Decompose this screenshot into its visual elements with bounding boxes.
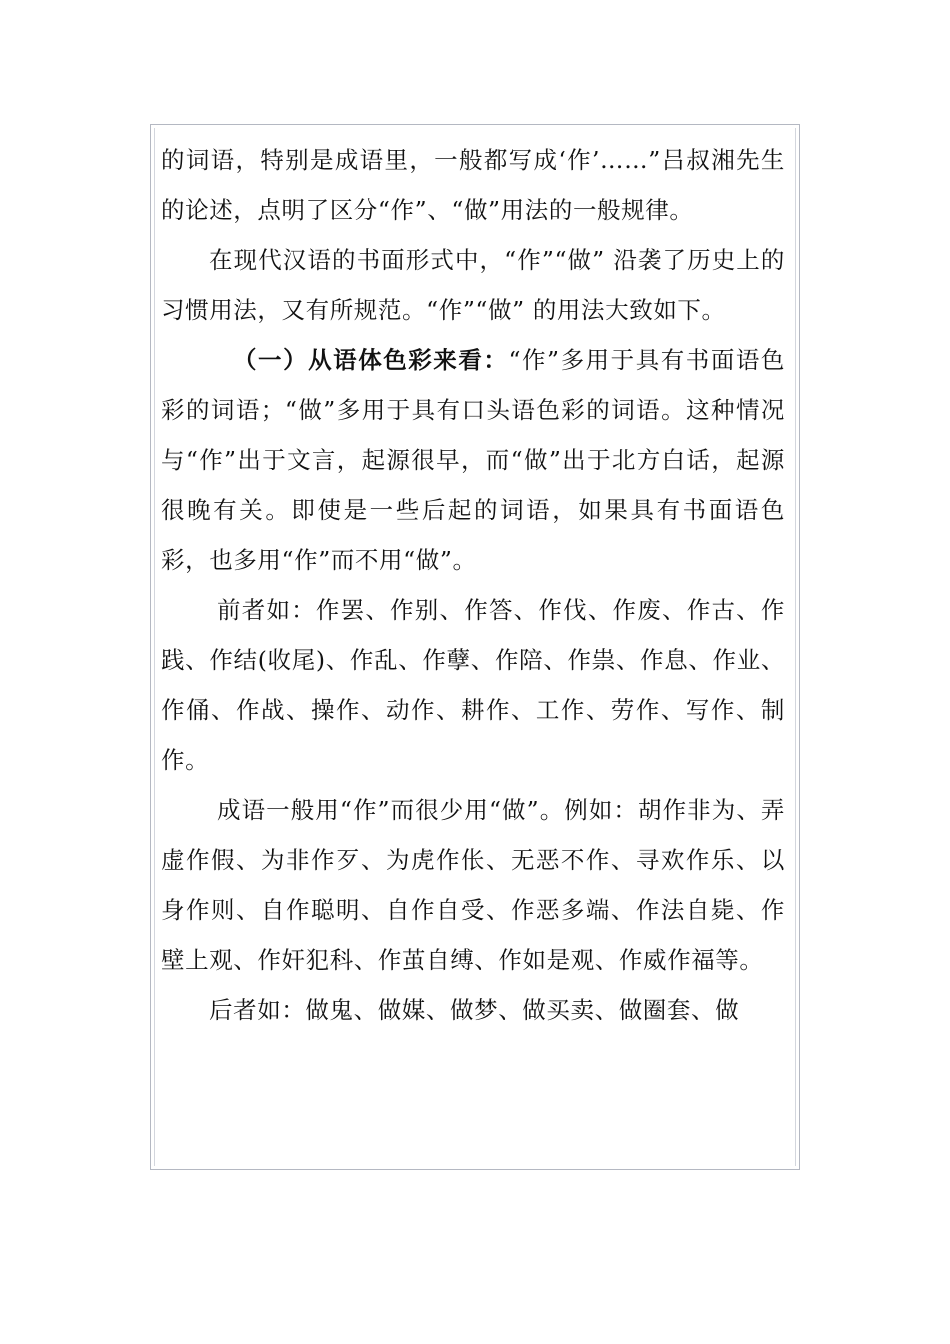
section-body: “作”多用于具有书面语色彩的词语；“做”多用于具有口头语色彩的词语。这种情况与“作”出于文言，起源很早，而“做”出于北方白话，起源很晚有关。即使是一些后起的词语，如果具有书面语色彩，也多用“作”而不用“做”。 bbox=[161, 346, 785, 574]
paragraph-idioms: 成语一般用“作”而很少用“做”。例如：胡作非为、弄虚作假、为非作歹、为虎作伥、无恶不作、寻欢作乐、以身作则、自作聪明、自作自受、作恶多端、作法自毙、作壁上观、作奸犯科、作茧自缚、作如是观、作威作福等。 bbox=[161, 796, 785, 974]
paragraph-intro: 在现代汉语的书面形式中，“作”“做” 沿袭了历史上的习惯用法，又有所规范。“作”“做” 的用法大致如下。 bbox=[161, 246, 785, 324]
section-heading: （一）从语体色彩来看： bbox=[233, 346, 509, 374]
paragraph-continuation: 的词语，特别是成语里，一般都写成‘作’……”吕叔湘先生的论述，点明了区分“作”、“做”用法的一般规律。 bbox=[161, 146, 785, 224]
document-body bbox=[161, 135, 785, 1035]
page-frame bbox=[150, 124, 800, 1170]
paragraph-examples-former: 前者如：作罢、作别、作答、作伐、作废、作古、作践、作结(收尾)、作乱、作孽、作陪、作祟、作息、作业、作俑、作战、操作、动作、耕作、工作、劳作、写作、制作。 bbox=[161, 596, 785, 774]
paragraph-examples-latter: 后者如：做鬼、做媒、做梦、做买卖、做圈套、做 bbox=[209, 996, 740, 1024]
paragraph-section-one bbox=[161, 335, 785, 585]
